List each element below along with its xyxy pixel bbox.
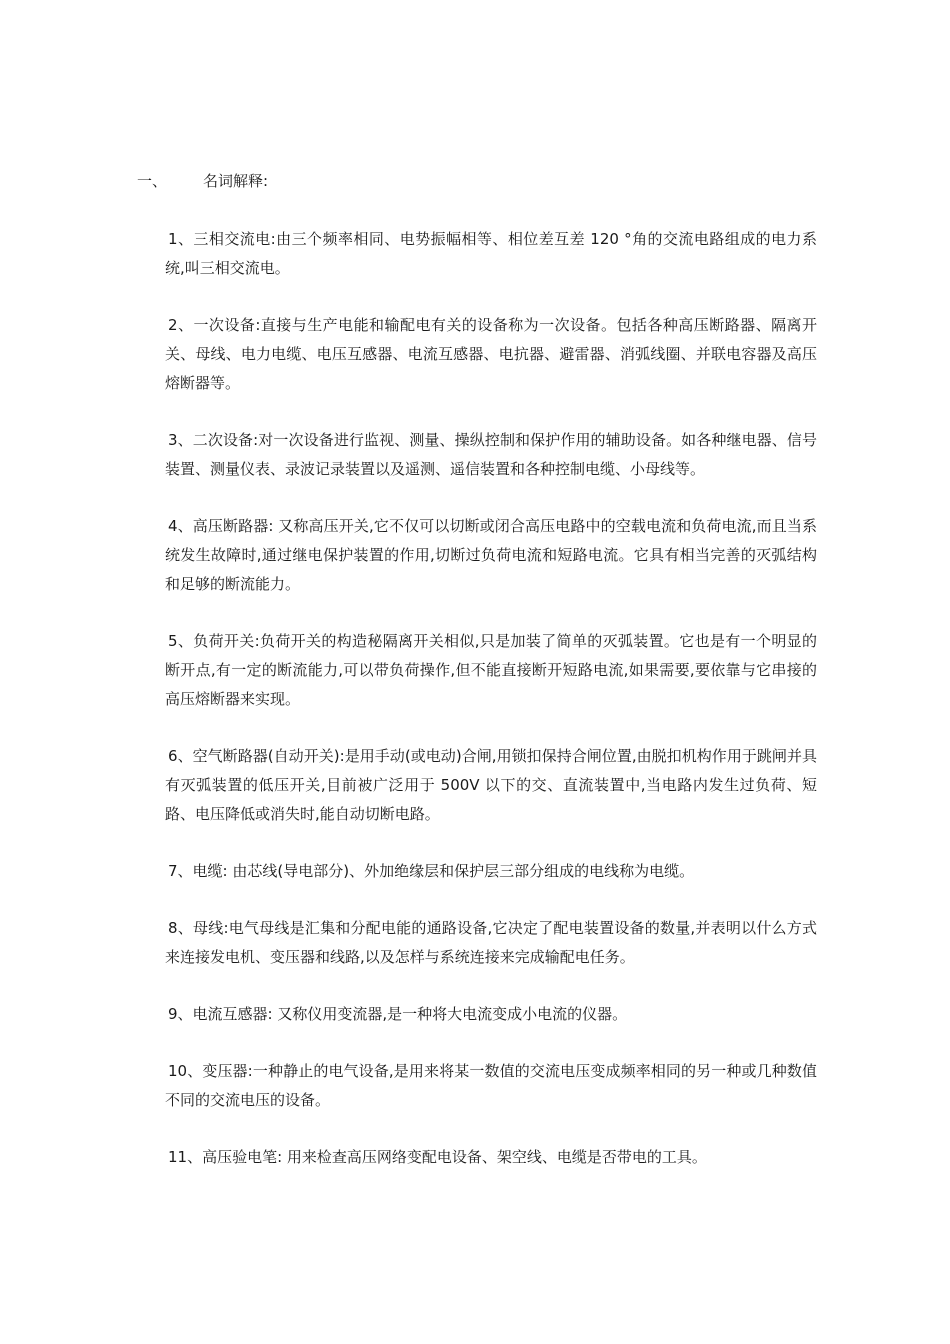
- definition-text: 2、一次设备:直接与生产电能和输配电有关的设备称为一次设备。包括各种高压断路器、隔离开关、母线、电力电缆、电压互感器、电流互感器、电抗器、避雷器、消弧线圈、并联电容器及高压熔断器等。: [165, 316, 817, 392]
- definition-item: [165, 512, 817, 599]
- definition-item: [165, 1000, 817, 1029]
- definition-item: [165, 742, 817, 829]
- definition-text: 8、母线:电气母线是汇集和分配电能的通路设备,它决定了配电装置设备的数量,并表明以什么方式来连接发电机、变压器和线路,以及怎样与系统连接来完成输配电任务。: [165, 919, 817, 966]
- definition-text: 5、负荷开关:负荷开关的构造秘隔离开关相似,只是加装了简单的灭弧装置。它也是有一个明显的断开点,有一定的断流能力,可以带负荷操作,但不能直接断开短路电流,如果需要,要依靠与它串接的高压熔断器来实现。: [165, 632, 817, 708]
- definition-item: [165, 225, 817, 283]
- section-number: 一、: [137, 172, 168, 190]
- definition-item: [165, 1057, 817, 1115]
- definition-text: 4、高压断路器: 又称高压开关,它不仅可以切断或闭合高压电路中的空载电流和负荷电流,而且当系统发生故障时,通过继电保护装置的作用,切断过负荷电流和短路电流。它具有相当完善的灭弧结构和足够的断流能力。: [165, 517, 817, 593]
- definition-text: 1、三相交流电:由三个频率相同、电势振幅相等、相位差互差 120 °角的交流电路组成的电力系统,叫三相交流电。: [165, 230, 817, 277]
- definition-item: [165, 311, 817, 398]
- definition-list: [165, 225, 817, 1200]
- definition-item: [165, 426, 817, 484]
- section-heading: [137, 170, 268, 192]
- definition-text: 3、二次设备:对一次设备进行监视、测量、操纵控制和保护作用的辅助设备。如各种继电器、信号装置、测量仪表、录波记录装置以及遥测、遥信装置和各种控制电缆、小母线等。: [165, 431, 817, 478]
- section-title: 名词解释:: [203, 172, 269, 190]
- definition-text: 6、空气断路器(自动开关):是用手动(或电动)合闸,用锁扣保持合闸位置,由脱扣机构作用于跳闸并具有灭弧装置的低压开关,目前被广泛用于 500V 以下的交、直流装置中,当电路内发生过负荷、短路、电压降低或消失时,能自动切断电路。: [165, 747, 817, 823]
- definition-item: [165, 627, 817, 714]
- definition-item: [165, 857, 817, 886]
- definition-text: 9、电流互感器: 又称仪用变流器,是一种将大电流变成小电流的仪器。: [168, 1005, 628, 1023]
- definition-text: 11、高压验电笔: 用来检查高压网络变配电设备、架空线、电缆是否带电的工具。: [168, 1148, 707, 1166]
- definition-item: [165, 1143, 817, 1172]
- definition-text: 10、变压器:一种静止的电气设备,是用来将某一数值的交流电压变成频率相同的另一种或几种数值不同的交流电压的设备。: [165, 1062, 817, 1109]
- definition-text: 7、电缆: 由芯线(导电部分)、外加绝缘层和保护层三部分组成的电线称为电缆。: [168, 862, 695, 880]
- definition-item: [165, 914, 817, 972]
